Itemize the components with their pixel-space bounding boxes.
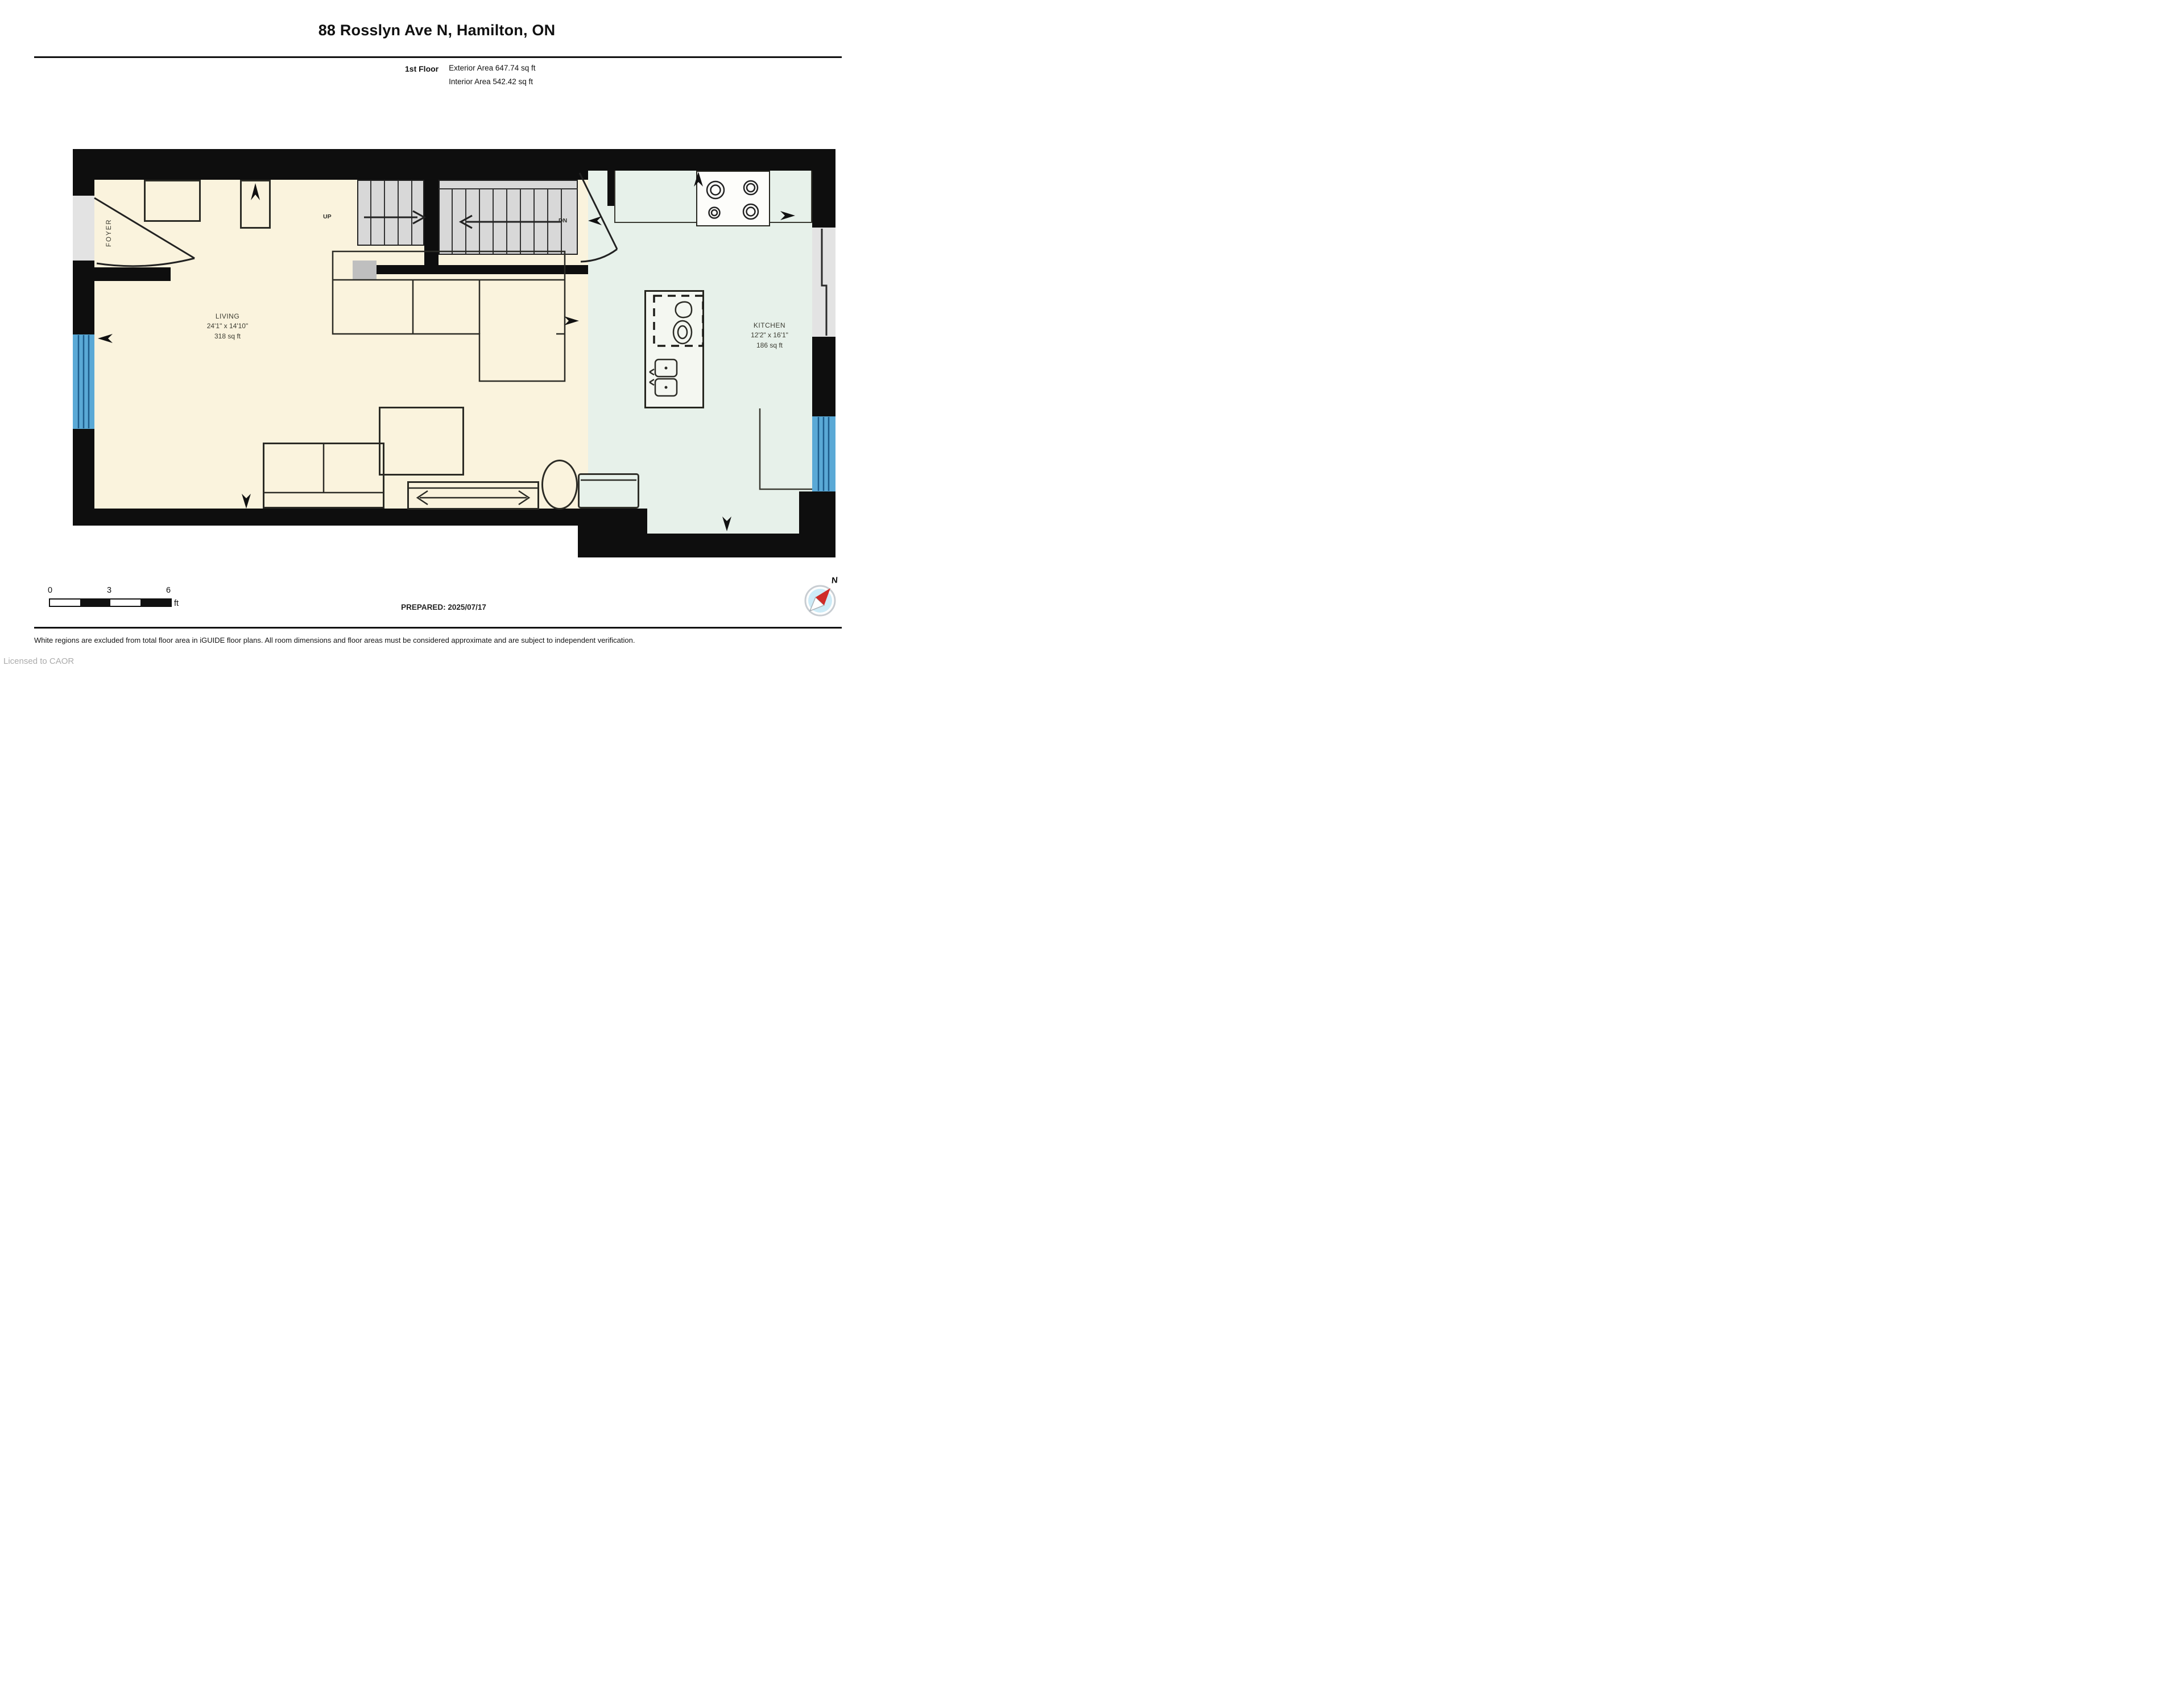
wall-top-right bbox=[588, 149, 835, 171]
side-door-opening bbox=[812, 228, 835, 337]
stairs-down-label: DN bbox=[559, 217, 568, 224]
wall-top-left bbox=[73, 149, 588, 180]
room-label-living: LIVING 24'1" x 14'10" 318 sq ft bbox=[206, 312, 249, 340]
front-door-opening bbox=[73, 196, 94, 261]
stairs-down bbox=[439, 180, 578, 255]
window-right bbox=[812, 416, 835, 491]
scale-bar bbox=[49, 598, 172, 607]
license-text: Licensed to CAOR bbox=[3, 656, 75, 666]
loveseat bbox=[263, 443, 384, 509]
interior-area: Interior Area 542.42 sq ft bbox=[449, 77, 533, 86]
prepared-date: PREPARED: 2025/07/17 bbox=[401, 603, 486, 611]
header-divider bbox=[34, 56, 842, 58]
foyer-closet bbox=[144, 180, 201, 222]
room-label-foyer: FOYER bbox=[106, 218, 113, 247]
wall-stair-divider bbox=[424, 180, 439, 265]
wall-bottom-living bbox=[73, 509, 588, 526]
exterior-area: Exterior Area 647.74 sq ft bbox=[449, 64, 536, 72]
floor-plan bbox=[73, 149, 835, 557]
wall-foyer-stub bbox=[94, 267, 171, 281]
stair-landing bbox=[353, 261, 377, 280]
page-title: 88 Rosslyn Ave N, Hamilton, ON bbox=[318, 22, 556, 39]
stairs-up bbox=[357, 180, 424, 246]
scale-tick-0: 0 bbox=[47, 586, 53, 595]
foyer-cabinet bbox=[240, 180, 271, 229]
wall-step-column bbox=[578, 509, 647, 534]
scale-tick-3: 3 bbox=[106, 586, 112, 595]
scale-unit: ft bbox=[174, 599, 179, 608]
fridge bbox=[578, 473, 639, 509]
wall-counter-jamb bbox=[607, 171, 614, 206]
stairs-up-label: UP bbox=[323, 213, 332, 220]
round-pouf bbox=[541, 460, 578, 510]
scale-tick-6: 6 bbox=[166, 586, 171, 595]
stove bbox=[696, 171, 770, 226]
bench-table bbox=[407, 481, 539, 510]
footer-divider bbox=[34, 627, 842, 629]
disclaimer-text: White regions are excluded from total floor area in iGUIDE floor plans. All room dimensions and floor areas must be considered approximate and are subject to independent verification. bbox=[34, 636, 635, 644]
kitchen-island bbox=[644, 290, 704, 408]
wall-corner-bottom-right bbox=[799, 491, 835, 557]
coffee-table bbox=[379, 407, 464, 476]
room-label-kitchen: KITCHEN 12'2" x 16'1" 186 sq ft bbox=[751, 321, 788, 349]
window-left bbox=[73, 334, 94, 429]
north-label: N bbox=[831, 575, 838, 586]
floor-label: 1st Floor bbox=[405, 64, 439, 73]
wall-bottom-kitchen bbox=[578, 534, 835, 557]
floor-summary bbox=[405, 64, 535, 86]
wall-below-stairs bbox=[353, 265, 588, 274]
floor-plan-page bbox=[0, 0, 874, 675]
